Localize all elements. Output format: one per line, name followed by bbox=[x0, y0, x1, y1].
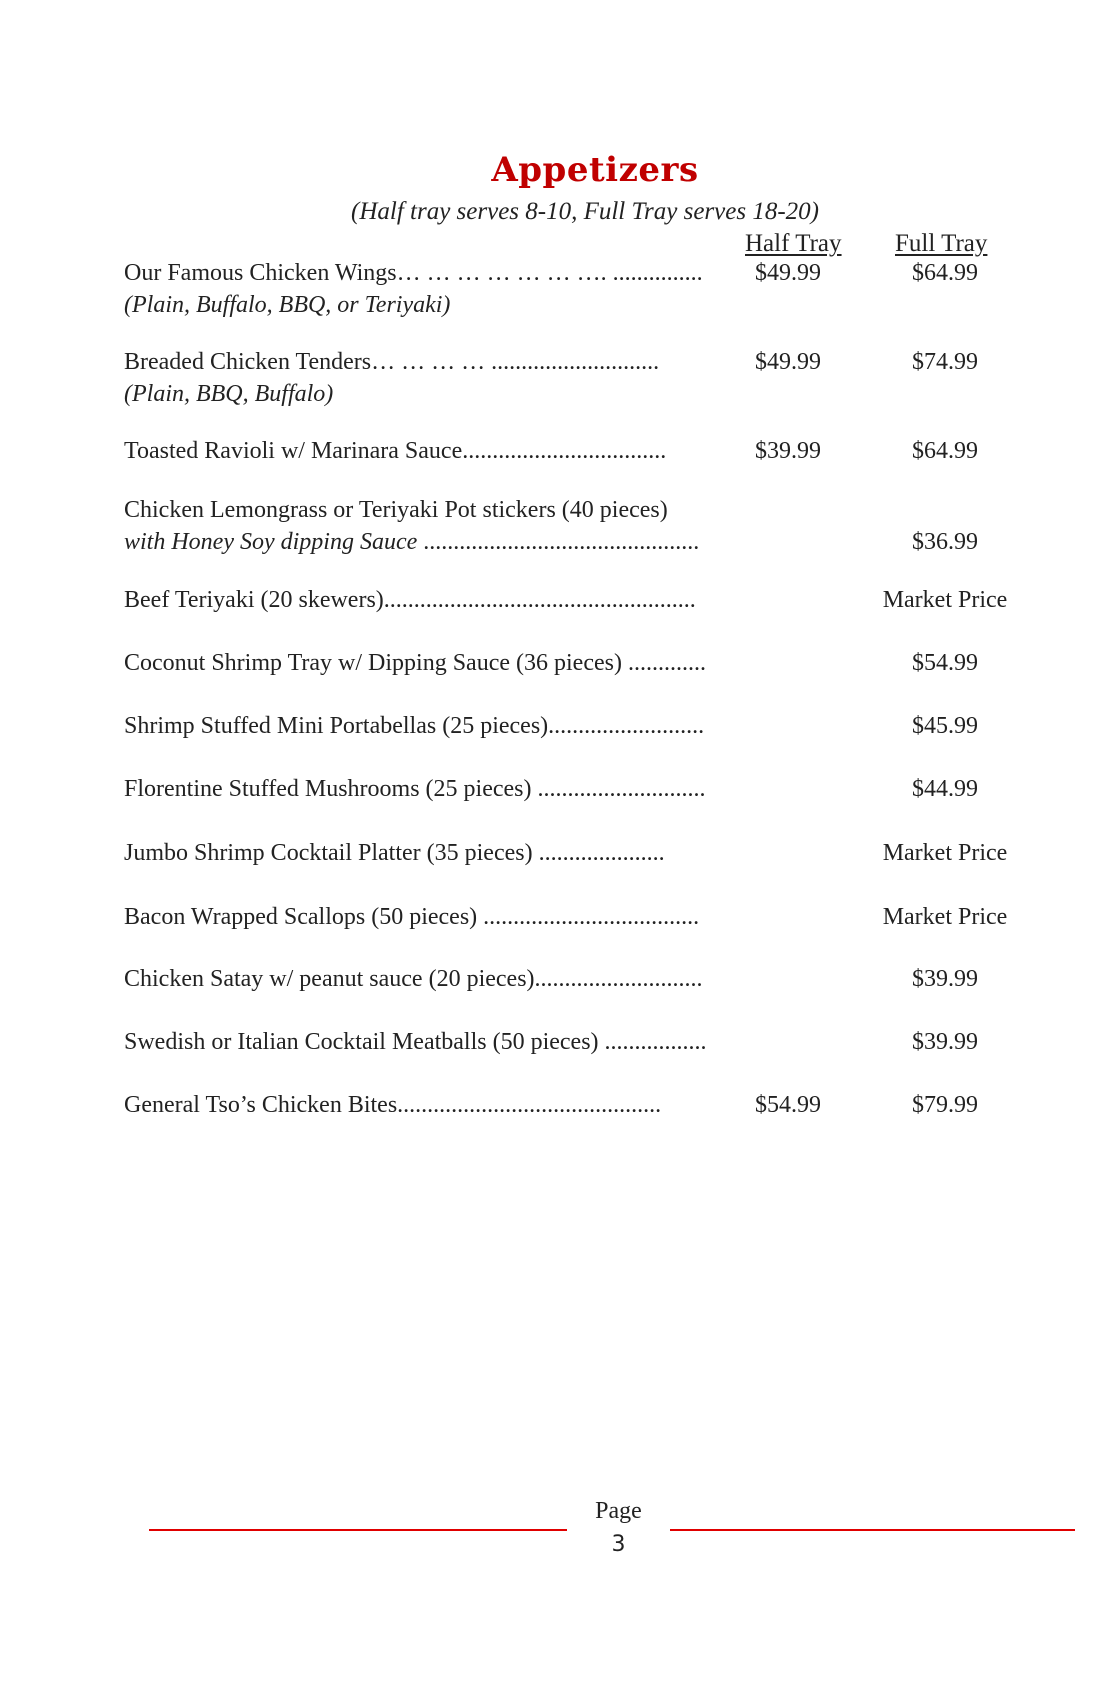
price-full-tray: $45.99 bbox=[912, 713, 978, 739]
price-full-tray: $39.99 bbox=[912, 1029, 978, 1055]
item-name: Coconut Shrimp Tray w/ Dipping Sauce (36 pieces) bbox=[124, 650, 622, 676]
page-title: Appetizers bbox=[491, 150, 699, 190]
item-name: Chicken Satay w/ peanut sauce (20 pieces) bbox=[124, 966, 535, 992]
menu-item-chicken-satay bbox=[124, 963, 703, 995]
menu-item-pot-stickers bbox=[124, 494, 699, 558]
item-name: Bacon Wrapped Scallops (50 pieces) bbox=[124, 904, 478, 930]
price-full-tray: $64.99 bbox=[912, 438, 978, 464]
item-name: Breaded Chicken Tenders bbox=[124, 349, 372, 375]
price-half-tray: $39.99 bbox=[755, 438, 821, 464]
item-name: Swedish or Italian Cocktail Meatballs (50 pieces) bbox=[124, 1029, 599, 1055]
price-full-tray: $54.99 bbox=[912, 650, 978, 676]
price-full-tray: $44.99 bbox=[912, 776, 978, 802]
item-leader-dots: .................................... bbox=[477, 904, 700, 930]
menu-item-chicken-tenders bbox=[124, 346, 659, 410]
item-leader-dots: .......................... bbox=[548, 713, 705, 739]
menu-item-cocktail-meatballs bbox=[124, 1026, 707, 1058]
item-leader-dots: ..................... bbox=[532, 840, 665, 866]
footer-rule-right bbox=[670, 1529, 1075, 1531]
item-leader-dots: ............. bbox=[621, 650, 706, 676]
price-full-tray: $36.99 bbox=[912, 529, 978, 555]
price-full-tray: $39.99 bbox=[912, 966, 978, 992]
column-header-full-tray: Full Tray bbox=[895, 230, 988, 257]
menu-item-mini-portabellas bbox=[124, 710, 704, 742]
menu-item-chicken-wings bbox=[124, 257, 703, 321]
footer-page-number: 3 bbox=[611, 1532, 626, 1557]
item-name: Our Famous Chicken Wings bbox=[124, 260, 397, 286]
menu-item-stuffed-mushrooms bbox=[124, 773, 706, 805]
item-leader-dots: .................................................... bbox=[383, 587, 696, 613]
item-leader-dots: ................. bbox=[598, 1029, 707, 1055]
footer-rule-left bbox=[149, 1529, 567, 1531]
item-description: with Honey Soy dipping Sauce bbox=[124, 529, 418, 555]
item-name: Florentine Stuffed Mushrooms (25 pieces) bbox=[124, 776, 532, 802]
item-leader-dots: .............................................. bbox=[417, 529, 700, 555]
item-leader-dots: … … … … ............................ bbox=[371, 349, 660, 375]
column-header-half-tray: Half Tray bbox=[745, 230, 842, 257]
price-full-tray: Market Price bbox=[882, 904, 1008, 930]
item-name: Toasted Ravioli w/ Marinara Sauce bbox=[124, 438, 463, 464]
item-name: Jumbo Shrimp Cocktail Platter (35 pieces) bbox=[124, 840, 533, 866]
price-full-tray: $64.99 bbox=[912, 260, 978, 286]
item-leader-dots: ............................ bbox=[531, 776, 706, 802]
price-half-tray: $49.99 bbox=[755, 260, 821, 286]
item-name: Beef Teriyaki (20 skewers) bbox=[124, 587, 384, 613]
menu-item-bacon-scallops bbox=[124, 901, 699, 933]
menu-item-beef-teriyaki bbox=[124, 584, 696, 616]
menu-item-shrimp-cocktail bbox=[124, 837, 665, 869]
menu-item-general-tso-bites bbox=[124, 1089, 661, 1121]
item-name: General Tso’s Chicken Bites bbox=[124, 1092, 398, 1118]
serving-note: (Half tray serves 8-10, Full Tray serves 18-20) bbox=[351, 198, 819, 225]
price-full-tray: Market Price bbox=[882, 587, 1008, 613]
price-half-tray: $49.99 bbox=[755, 349, 821, 375]
price-full-tray: Market Price bbox=[882, 840, 1008, 866]
item-leader-dots: .................................. bbox=[462, 438, 667, 464]
item-options: (Plain, BBQ, Buffalo) bbox=[124, 381, 334, 407]
price-full-tray: $74.99 bbox=[912, 349, 978, 375]
item-leader-dots: ............................ bbox=[534, 966, 703, 992]
price-full-tray: $79.99 bbox=[912, 1092, 978, 1118]
menu-item-toasted-ravioli bbox=[124, 435, 666, 467]
item-leader-dots: … … … … … … …. ............... bbox=[396, 260, 703, 286]
item-name: Chicken Lemongrass or Teriyaki Pot stickers (40 pieces) bbox=[124, 497, 668, 523]
price-half-tray: $54.99 bbox=[755, 1092, 821, 1118]
menu-item-coconut-shrimp bbox=[124, 647, 706, 679]
item-leader-dots: ............................................ bbox=[397, 1092, 662, 1118]
item-options: (Plain, Buffalo, BBQ, or Teriyaki) bbox=[124, 292, 451, 318]
footer-page-label: Page bbox=[595, 1498, 642, 1524]
item-name: Shrimp Stuffed Mini Portabellas (25 pieces) bbox=[124, 713, 549, 739]
